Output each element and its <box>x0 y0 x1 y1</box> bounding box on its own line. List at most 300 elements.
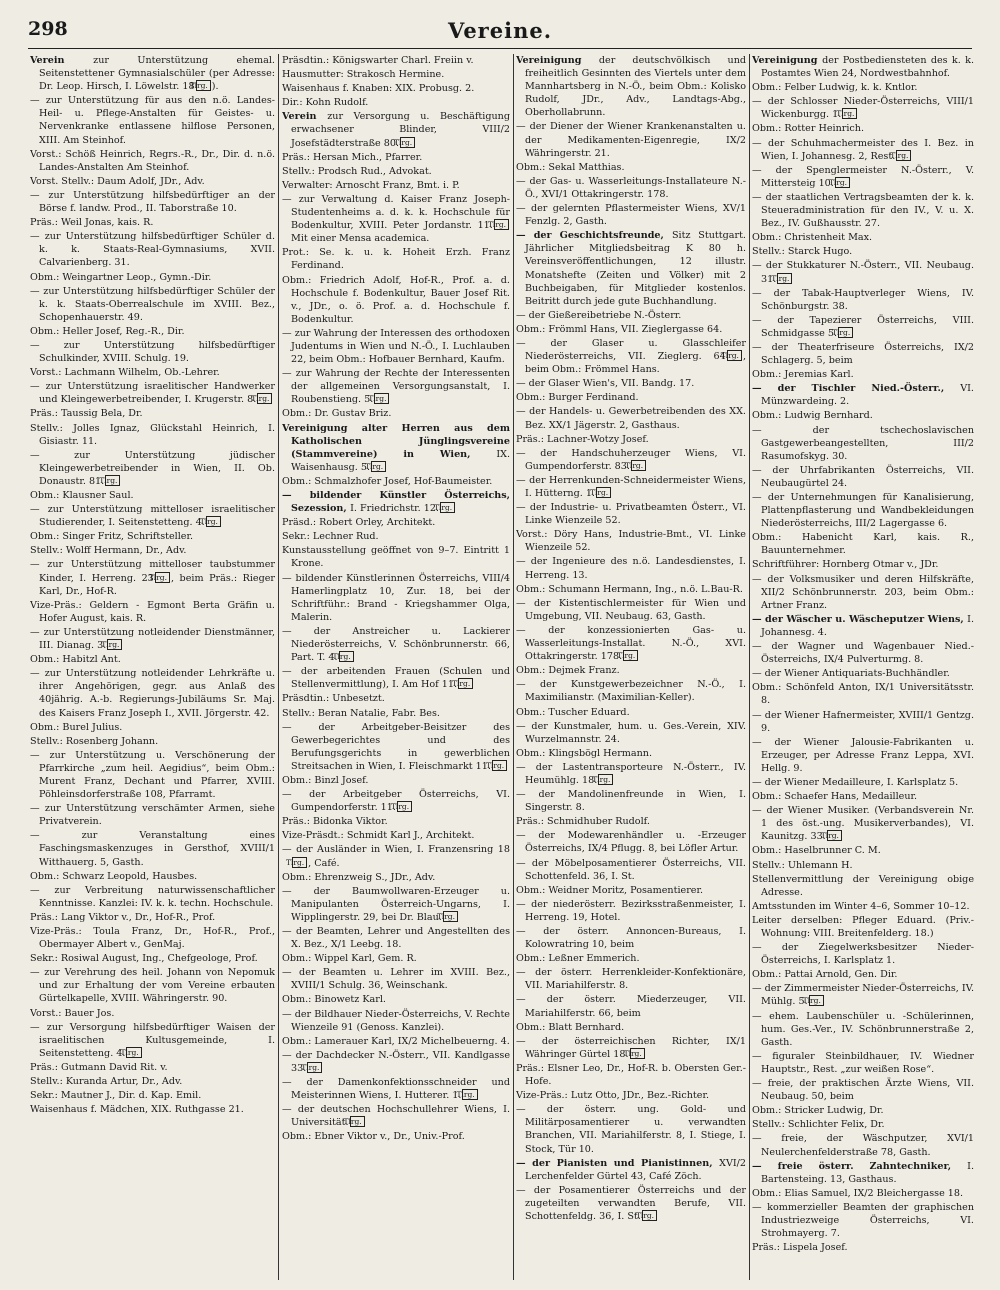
entry-text: — zur Unterstützung hilfsbedürftiger Schulkinder, XVIII. Schulg. 19. <box>30 339 275 365</box>
entry-heading: — der Wäscher u. Wäscheputzer Wiens, <box>752 613 968 625</box>
entry-text: Vorst.: Bauer Jos. <box>30 1007 115 1019</box>
directory-entry <box>516 884 746 897</box>
directory-entry <box>30 802 275 828</box>
entry-text: I. Johannesg. 4. <box>761 613 974 638</box>
entry-text: Obm.: Jeremias Karl. <box>752 369 854 381</box>
entry-text: Dir.: Kohn Rudolf. <box>282 97 369 109</box>
directory-entry <box>752 81 974 94</box>
directory-entry <box>516 229 746 308</box>
directory-entry <box>282 885 510 924</box>
entry-text: Verwalter: Arnoscht Franz, Bmt. i. P. <box>282 179 460 191</box>
directory-entry <box>282 516 510 529</box>
telephone-mark: Tlrg. <box>397 801 412 812</box>
telephone-mark: Tlrg. <box>350 1116 365 1127</box>
entry-text: — der Wagner und Wagenbauer Nied.-Österreichs, IX/4 Pulverturmg. 8. <box>752 641 974 666</box>
directory-entry <box>752 464 974 490</box>
directory-entry <box>30 829 275 868</box>
entry-text: — zur Unterstützung mittelloser taubstummer Kinder, I. Herreng. 23 <box>30 559 275 584</box>
entry-text: Präsdtin.: Königswarter Charl. Freiin v. <box>282 55 474 66</box>
entry-text: der Postbediensteten des k. k. Postamtes Wien 24, Nordwestbahnhof. <box>761 55 974 80</box>
telephone-mark: Tlrg. <box>727 350 742 361</box>
entry-text: Obm.: Weidner Moritz, Posamentierer. <box>516 884 704 896</box>
entry-text: — zur Unterstützung u. Verschönerung der Pfarrkirche „zum heil. Aegidius“, beim Obm.: Murent Franz, Dechant und Pfarrer, XVIII. Pöhleinsdorferstraße 108, Pfarramt. <box>30 749 275 801</box>
entry-text: I. Bartensteing. 13, Gasthaus. <box>761 1160 974 1185</box>
entry-text-cont: , Café. <box>308 857 340 869</box>
entry-text: Präs.: Elsner Leo, Dr., Hof-R. b. Obersten Ger.-Hofe. <box>516 1062 746 1088</box>
column-1 <box>30 54 275 1280</box>
entry-text: — der Schlosser Nieder-Österreichs, VIII/1 Wickenburgg. 1. <box>752 96 974 121</box>
directory-entry <box>30 285 275 324</box>
directory-entry <box>516 1157 746 1183</box>
directory-entry <box>752 1077 974 1103</box>
directory-entry <box>516 706 746 719</box>
entry-heading: Vereinigung <box>516 55 599 66</box>
entry-text: Stellv.: Rosenberg Johann. <box>30 735 159 747</box>
directory-entry <box>282 54 510 67</box>
entry-text: I. Friedrichstr. 12. <box>350 503 439 515</box>
entry-text: — der Herrenkunden-Schneidermeister Wiens, I. Hütterng. 1. <box>516 474 746 499</box>
entry-text: — figuraler Steinbildhauer, IV. Wiedner Hauptstr., Rest. „zur weißen Rose“. <box>752 1050 974 1075</box>
entry-text: — der gelernten Pflastermeister Wiens, XV/1 Fenzlg. 2, Gasth. <box>516 203 746 228</box>
entry-text: Obm.: Schmalzhofer Josef, Hof-Baumeister. <box>282 475 493 487</box>
entry-text: — der österr. Annoncen-Bureaus, I. Kolowratring 10, beim <box>516 926 746 951</box>
directory-entry <box>752 1241 974 1254</box>
entry-text: — zur Unterstützung für aus den n.ö. Landes-Heil- u. Pflege-Anstalten für Geistes- u. Nervenkranke entlassene hilflose Personen, XIII. Am Steinhof. <box>30 95 275 146</box>
entry-text: — zur Unterstützung hilfsbedürftiger Schüler d. k. k. Staats-Real-Gymnasiums, XVII. Calvarienberg. 31. <box>30 231 275 269</box>
telephone-mark: Tlrg. <box>842 108 857 119</box>
entry-text: — der Wiener Musiker. (Verbandsverein Nr. 1 des öst.-ung. Musikerverbandes), VI. Kaunitzg. 33. <box>752 805 974 843</box>
entry-text: — der arbeitenden Frauen (Schulen und Stellenvermittlung), I. Am Hof 11. <box>282 666 510 691</box>
entry-text: — der Stukkaturer N.-Österr., VII. Neubaug. 31. <box>752 260 974 285</box>
directory-entry <box>752 613 974 639</box>
directory-entry <box>516 966 746 992</box>
entry-text: Waisenhaus f. Knaben: XIX. Probusg. 2. <box>282 83 475 95</box>
entry-text: Vize-Präs.: Toula Franz, Dr., Hof-R., Prof., Obermayer Albert v., GenMaj. <box>30 926 275 951</box>
entry-text: — zur Verehrung des heil. Johann von Nepomuk und zur Erhaltung der vom Vereine erbauten Gürtelkapelle, XVIII. Währingerstr. 90. <box>30 967 275 1005</box>
directory-entry <box>516 993 746 1019</box>
directory-entry <box>752 287 974 313</box>
directory-entry <box>516 120 746 159</box>
directory-entry <box>516 583 746 596</box>
directory-entry <box>752 573 974 612</box>
entry-text: VI. Münzwardeing. 2. <box>761 383 974 408</box>
entry-text: — der Uhrfabrikanten Österreichs, VII. Neubaugürtel 24. <box>752 464 974 489</box>
directory-entry <box>516 597 746 623</box>
directory-entry <box>516 1103 746 1155</box>
entry-text: IX. Waisenhausg. 5. <box>291 448 510 473</box>
entry-text: — der Tapezierer Österreichs, VIII. Schmidgasse 5. <box>752 314 974 339</box>
entry-text: — der Posamentierer Österreichs und der zugeteilten verwandten Berufe, VII. Schottenfeldg. 36, I. St. <box>516 1184 746 1222</box>
entry-text: — der Gas- u. Wasserleitungs-Installateure N.-Ö., XVI/1 Ottakringerstr. 178. <box>516 175 746 200</box>
telephone-mark: Tlrg. <box>827 830 842 841</box>
telephone-mark: Tlrg. <box>623 650 638 661</box>
directory-entry <box>752 558 974 571</box>
directory-entry <box>752 368 974 381</box>
directory-entry <box>30 175 275 188</box>
entry-text: — der Zimmermeister Nieder-Österreichs, IV. Mühlg. 5. <box>752 983 974 1008</box>
directory-entry <box>752 790 974 803</box>
entry-heading: — der Tischler Nied.-Österr., <box>752 383 961 395</box>
directory-entry <box>516 161 746 174</box>
entry-text: — der Kunstgewerbezeichner N.-Ö., I. Maximilianstr. (Maximilian-Keller). <box>516 679 746 704</box>
column-2 <box>282 54 510 1280</box>
telephone-mark: Tlrg. <box>458 678 473 689</box>
directory-entry <box>752 95 974 121</box>
directory-entry <box>30 1021 275 1060</box>
entry-text: Obm.: Schaefer Hans, Medailleur. <box>752 791 918 803</box>
entry-text: — der Schuhmachermeister des I. Bez. in Wien, I. Johannesg. 2, Rest. <box>752 137 974 162</box>
entry-text: Vorst.: Döry Hans, Industrie-Bmt., VI. Linke Wienzeile 52. <box>516 529 746 554</box>
directory-entry <box>516 323 746 336</box>
entry-text: — zur Verwaltung d. Kaiser Franz Joseph-Studentenheims a. d. k. k. Hochschule für Bodenkultur, XVIII. Peter Jordanstr. 11. <box>282 193 510 232</box>
directory-entry <box>752 531 974 557</box>
entry-text: — zur Unterstützung notleidender Dienstmänner, III. Dianag. 3. <box>30 626 275 652</box>
entry-text: Präs.: Taussig Bela, Dr. <box>30 408 143 420</box>
directory-entry <box>30 721 275 734</box>
telephone-mark: Tlrg. <box>257 393 272 404</box>
telephone-mark: Tlrg. <box>339 651 354 662</box>
directory-entry <box>752 1201 974 1240</box>
entry-text: Prot.: Se. k. u. k. Hoheit Erzh. Franz Ferdinand. <box>282 247 510 272</box>
directory-entry <box>282 68 510 81</box>
directory-entry <box>282 274 510 326</box>
entry-text: Schriftführer: Hornberg Otmar v., JDr. <box>752 559 939 571</box>
entry-text: — der Wiener Hafnermeister, XVIII/1 Gentzg. 9. <box>752 709 974 734</box>
directory-entry <box>30 1103 275 1116</box>
directory-entry <box>516 377 746 390</box>
entry-text: Stellv.: Beran Natalie, Fabr. Bes. <box>282 707 440 719</box>
entry-text: Präs.: Lispela Josef. <box>752 1242 848 1254</box>
directory-entry <box>516 202 746 228</box>
entry-text-cont: , beim Präs.: Rieger Karl, Dr., Hof-R. <box>39 572 275 597</box>
entry-text: Obm.: Lamerauer Karl, IX/2 Michelbeuerng. 4. <box>282 1035 510 1047</box>
entry-text: — zur Unterstützung mittelloser israelitischer Studierender, I. Seitenstetteng. 4. <box>30 504 275 529</box>
entry-text: Vize-Präsdt.: Schmidt Karl J., Architekt. <box>282 830 475 842</box>
directory-entry <box>30 503 275 529</box>
directory-entry <box>30 626 275 652</box>
entry-text: — zur Unterstützung notleidender Lehrkräfte u. ihrer Angehörigen, gegr. aus Anlaß des 40jährig. A.-b. Regierungs-Jubiläums Sr. Maj. des Kaisers Franz Joseph I., XVII. Jörgerstr. 42. <box>30 668 275 719</box>
entry-text: Obm.: Schwarz Leopold, Hausbes. <box>30 870 198 882</box>
directory-entry <box>752 1160 974 1186</box>
entry-text: Präs.: Schmidhuber Rudolf. <box>516 816 650 828</box>
directory-entry <box>752 382 974 408</box>
entry-text: Vorst.: Schöß Heinrich, Regrs.-R., Dr., Dir. d. n.ö. Landes-Anstalten Am Steinhof. <box>30 148 275 173</box>
directory-entry <box>282 422 510 474</box>
directory-entry <box>516 1184 746 1223</box>
directory-entry <box>752 873 974 899</box>
entry-text: — der Arbeitgeber-Beisitzer des Gewerbegerichtes und des Berufungsgerichts in gewerblichen Streitsachen in Wien, I. Fleischmarkt 11. <box>282 721 510 772</box>
entry-text: Präs.: Bidonka Viktor. <box>282 816 388 828</box>
entry-text: Obm.: Tuscher Eduard. <box>516 706 630 718</box>
telephone-mark: Tlrg. <box>105 475 120 486</box>
entry-text: Obm.: Rotter Heinrich. <box>752 123 865 135</box>
directory-entry <box>282 1035 510 1048</box>
directory-entry <box>516 405 746 431</box>
entry-text: — der Bildhauer Nieder-Österreichs, V. Rechte Wienzeile 91 (Genoss. Kanzlei). <box>282 1008 510 1033</box>
entry-text: XVI/2 Lerchenfelder Gürtel 43, Café Zöch. <box>525 1157 746 1182</box>
telephone-mark: Tlrg. <box>896 150 911 161</box>
directory-entry <box>516 391 746 404</box>
column-divider <box>749 54 750 1280</box>
entry-text: — der Glaser u. Glasschleifer Niederösterreichs, VII. Zieglerg. 64 <box>516 337 746 363</box>
directory-entry <box>282 179 510 192</box>
directory-entry <box>516 175 746 201</box>
directory-entry <box>282 1076 510 1102</box>
directory-entry <box>752 137 974 163</box>
telephone-mark: Tlrg. <box>371 461 386 472</box>
entry-text: — der Tabak-Hauptverleger Wiens, IV. Schönburgstr. 38. <box>752 287 974 312</box>
directory-entry <box>516 747 746 760</box>
entry-text: — zur Verbreitung naturwissenschaftlicher Kenntnisse. Kanzlei: IV. k. k. techn. Hochschule. <box>30 884 275 909</box>
directory-entry <box>516 898 746 924</box>
entry-text: Obm.: Ebner Viktor v., Dr., Univ.-Prof. <box>282 1131 465 1143</box>
directory-entry <box>30 189 275 215</box>
entry-text: — der Beamten, Lehrer und Angestellten des X. Bez., X/1 Leebg. 18. <box>282 926 510 951</box>
entry-text: — der staatlichen Vertragsbeamten der k. k. Steueradministration für den IV., V. u. X. Bez., IV. Gußhausstr. 27. <box>752 191 974 230</box>
telephone-mark: Tlrg. <box>443 911 458 922</box>
column-3 <box>516 54 746 1280</box>
directory-entry <box>282 544 510 570</box>
directory-entry <box>752 54 974 80</box>
entry-text: Obm.: Stricker Ludwig, Dr. <box>752 1105 884 1117</box>
directory-entry <box>282 993 510 1006</box>
entry-text: Obm.: Wippel Karl, Gem. R. <box>282 953 417 965</box>
entry-heading: — der Pianisten und Pianistinnen, <box>516 1157 720 1169</box>
directory-entry <box>752 245 974 258</box>
page-number: 298 <box>28 18 68 40</box>
entry-text: — der Wiener Antiquariats-Buchhändler. <box>752 668 950 680</box>
directory-entry <box>30 966 275 1005</box>
entry-text: Vize-Präs.: Geldern - Egmont Berta Gräfin u. Hofer August, kais. R. <box>30 599 275 624</box>
directory-entry <box>752 491 974 530</box>
entry-text: — der Spenglermeister N.-Österr., V. Mittersteig 10. <box>752 164 974 189</box>
entry-text: Obm.: Habitzl Ant. <box>30 654 121 666</box>
page-title: Vereine. <box>447 18 553 43</box>
telephone-mark: Tlrg. <box>462 1089 477 1100</box>
telephone-mark: Tlrg. <box>126 1047 141 1058</box>
directory-entry <box>516 447 746 473</box>
entry-text: Präsdtin.: Unbesetzt. <box>282 693 385 705</box>
directory-entry <box>752 259 974 285</box>
telephone-mark: Tlrg. <box>835 177 850 188</box>
entry-text: Obm.: Klausner Saul. <box>30 490 134 501</box>
directory-entry <box>752 900 974 913</box>
directory-entry <box>516 433 746 446</box>
directory-entry <box>30 870 275 883</box>
directory-entry <box>752 968 974 981</box>
directory-entry <box>30 449 275 488</box>
directory-entry <box>516 829 746 855</box>
entry-text: — zur Veranstaltung eines Faschingsmaskenzuges in Gersthof, XVIII/1 Witthauerg. 5, Gasth. <box>30 830 275 868</box>
directory-entry <box>516 720 746 746</box>
column-divider <box>513 54 514 1280</box>
entry-text: Obm.: Dejmek Franz. <box>516 665 620 677</box>
directory-entry <box>282 925 510 951</box>
directory-entry <box>30 749 275 801</box>
telephone-mark: Tlrg. <box>196 80 211 91</box>
telephone-mark: Tlrg. <box>777 273 792 284</box>
directory-entry <box>30 599 275 625</box>
entry-text: — der Arbeitgeber Österreichs, VI. Gumpendorferstr. 11. <box>282 789 510 814</box>
directory-entry <box>752 424 974 463</box>
directory-entry <box>516 1021 746 1034</box>
entry-text: der deutschvölkisch und freiheitlich Gesinnten des Viertels unter dem Mannhartsberg in N.-Ö., beim Obm.: Kolisko Rudolf, JDr., Adv., Landtags-Abg., Oberhollabrunn. <box>525 55 746 119</box>
entry-text: Präsd.: Robert Orley, Architekt. <box>282 517 436 529</box>
entry-text: Stellv.: Starck Hugo. <box>752 246 853 258</box>
entry-text: Obm.: Blatt Bernhard. <box>516 1021 625 1033</box>
directory-entry <box>282 82 510 95</box>
entry-text: — bildender Künstlerinnen Österreichs, VIII/4 Hamerlingplatz 10, Zur. 18, bei der Schriftführ.: Brand - Kriegshammer Olga, Malerin. <box>282 572 510 623</box>
directory-entry <box>30 884 275 910</box>
entry-text: — zur Unterstützung jüdischer Kleingewerbetreibender in Wien, II. Ob. Donaustr. 81. <box>30 449 275 487</box>
directory-entry <box>30 911 275 924</box>
directory-entry <box>282 871 510 884</box>
telephone-mark: Tlrg. <box>206 516 221 527</box>
directory-entry <box>30 271 275 284</box>
directory-entry <box>282 952 510 965</box>
directory-entry <box>30 952 275 965</box>
telephone-mark: Tlrg. <box>494 219 509 230</box>
entry-text: — der österreichischen Richter, IX/1 Währinger Gürtel 18. <box>516 1035 746 1060</box>
directory-entry <box>752 804 974 843</box>
directory-entry <box>752 314 974 340</box>
directory-entry <box>282 327 510 366</box>
entry-text: — der konzessionierten Gas- u. Wasserleitungs-Installat. N.-Ö., XVI. Ottakringerstr. 178. <box>516 624 746 663</box>
entry-text: — der Beamten u. Lehrer im XVIII. Bez., XVIII/1 Schulg. 36, Weinschank. <box>282 967 510 992</box>
directory-entry <box>30 94 275 146</box>
directory-entry <box>752 1050 974 1076</box>
entry-text: Stellv.: Prodsch Rud., Advokat. <box>282 165 432 177</box>
directory-entry <box>516 788 746 814</box>
entry-text: Waisenhaus f. Mädchen, XIX. Ruthgasse 21. <box>30 1104 244 1116</box>
entry-text: Stellv.: Jolles Ignaz, Glückstahl Heinrich, I. Gisiastr. 11. <box>30 422 275 447</box>
entry-heading: — der Geschichtsfreunde, <box>516 230 672 242</box>
entry-text: Obm.: Friedrich Adolf, Hof-R., Prof. a. d. Hochschule f. Bodenkultur, Bauer Josef Rit. v., JDr., o. ö. Prof. a. d. Hochschule f. Bodenkultur. <box>282 274 510 325</box>
directory-entry <box>752 681 974 707</box>
entry-text-cont: Mit einer Mensa academica. <box>291 233 430 245</box>
directory-entry <box>30 530 275 543</box>
directory-entry <box>516 815 746 828</box>
entry-text: — der Dachdecker N.-Österr., VII. Kandlgasse 33. <box>282 1049 510 1074</box>
directory-entry <box>516 54 746 119</box>
entry-heading: — bildender Künstler Österreichs, Sezession, <box>282 490 510 515</box>
directory-entry <box>516 1089 746 1102</box>
directory-entry <box>516 761 746 787</box>
entry-text: Leiter derselben: Pfleger Eduard. (Priv.-Wohnung: VIII. Breitenfelderg. 18.) <box>752 914 974 939</box>
column-4 <box>752 54 974 1280</box>
telephone-mark: Tlrg. <box>631 460 646 471</box>
directory-entry <box>30 230 275 269</box>
directory-entry <box>282 815 510 828</box>
directory-entry <box>30 735 275 748</box>
directory-entry <box>30 1089 275 1102</box>
entry-text: Hausmutter: Strakosch Hermine. <box>282 69 445 81</box>
directory-entry <box>30 54 275 93</box>
directory-entry <box>282 1130 510 1143</box>
directory-entry <box>282 774 510 787</box>
directory-entry <box>282 151 510 164</box>
entry-text: Präs.: Lachner-Wotzy Josef. <box>516 433 649 445</box>
directory-entry <box>752 736 974 775</box>
entry-text: Obm.: Haselbrunner C. M. <box>752 845 881 857</box>
entry-text: Obm.: Sekal Matthias. <box>516 161 625 173</box>
directory-entry <box>30 216 275 229</box>
directory-entry <box>282 788 510 814</box>
entry-text: — der Kistentischlermeister für Wien und Umgebung, VII. Neubaug. 63, Gasth. <box>516 597 746 622</box>
entry-text: zur Unterstützung ehemal. Seitenstettener Gymnasialschüler (per Adresse: Dr. Leop. Hirsch, I. Löwelstr. 18 <box>39 55 275 93</box>
entry-text: Obm.: Ludwig Bernhard. <box>752 410 873 422</box>
directory-entry <box>752 1132 974 1158</box>
entry-text: — der Ingenieure des n.ö. Landesdienstes, I. Herreng. 13. <box>516 556 746 581</box>
directory-entry <box>752 231 974 244</box>
telephone-mark: Tlrg. <box>155 572 170 583</box>
telephone-mark: Tlrg. <box>107 639 122 650</box>
directory-entry <box>30 407 275 420</box>
directory-entry <box>30 1061 275 1074</box>
telephone-mark: Tlrg. <box>292 857 307 868</box>
directory-entry <box>30 925 275 951</box>
entry-text: Obm.: Frömml Hans, VII. Zieglergasse 64. <box>516 323 723 335</box>
directory-entry <box>752 1118 974 1131</box>
entry-text: Vorst.: Lachmann Wilhelm, Ob.-Lehrer. <box>30 367 220 379</box>
directory-entry <box>282 721 510 773</box>
directory-entry <box>752 1104 974 1117</box>
entry-heading: Verein <box>30 55 94 66</box>
entry-text: — der Handels- u. Gewerbetreibenden des XX. Bez. XX/1 Jägerstr. 2, Gasthaus. <box>516 406 746 431</box>
directory-entry <box>516 1035 746 1061</box>
entry-text: Obm.: Burger Ferdinand. <box>516 392 639 404</box>
directory-entry <box>282 665 510 691</box>
entry-text: — der Volksmusiker und deren Hilfskräfte, XII/2 Schönbrunnerstr. 203, beim Obm.: Artner Franz. <box>752 573 974 611</box>
directory-entry <box>516 624 746 663</box>
entry-text: — der Modewarenhändler u. -Erzeuger Österreichs, IX/4 Pflugg. 8, bei Löfler Artur. <box>516 830 746 855</box>
entry-heading: Verein <box>282 111 328 123</box>
entry-text: Obm.: Schumann Hermann, Ing., n.ö. L.Bau-R. <box>516 583 743 595</box>
telephone-mark: Tlrg. <box>492 760 507 771</box>
directory-entry <box>282 1008 510 1034</box>
entry-text: — der Gießereibetriebe N.-Österr. <box>516 309 682 321</box>
directory-entry <box>30 422 275 448</box>
directory-entry <box>282 843 510 869</box>
directory-entry <box>282 193 510 245</box>
entry-text: — zur Unterstützung israelitischer Handwerker und Kleingewerbetreibender, I. Krugerstr. 8. <box>30 381 275 406</box>
directory-entry <box>752 164 974 190</box>
entry-text: Obm.: Heller Josef, Reg.-R., Dir. <box>30 325 185 337</box>
directory-entry <box>516 309 746 322</box>
entry-text: — kommerzieller Beamten der graphischen Industriezweige Österreichs, VI. Strohmayerg. 7. <box>752 1201 974 1240</box>
entry-text: Obm.: Leßner Emmerich. <box>516 953 640 965</box>
entry-text: Präs.: Weil Jonas, kais. R. <box>30 217 154 229</box>
entry-text: — der Kunstmaler, hum. u. Ges.-Verein, XIV. Wurzelmannstr. 24. <box>516 720 746 745</box>
entry-text: Obm.: Felber Ludwig, k. k. Kntlor. <box>752 82 918 94</box>
entry-text: Obm.: Singer Fritz, Schriftsteller. <box>30 531 194 543</box>
directory-entry <box>752 844 974 857</box>
directory-entry <box>282 367 510 406</box>
entry-text: Obm.: Klingsbögl Hermann. <box>516 747 653 759</box>
telephone-mark: Tlrg. <box>642 1210 657 1221</box>
directory-entry <box>282 407 510 420</box>
telephone-mark: Tlrg. <box>838 327 853 338</box>
entry-text: — der Handschuherzeuger Wiens, VI. Gumpendorferstr. 83. <box>516 447 746 472</box>
telephone-mark: Tlrg. <box>598 774 613 785</box>
directory-entry <box>30 325 275 338</box>
directory-entry <box>516 501 746 527</box>
directory-entry <box>516 952 746 965</box>
entry-text: Sekr.: Mautner J., Dir. d. Kap. Emil. <box>30 1090 202 1102</box>
entry-text: Kunstausstellung geöffnet von 9–7. Eintritt 1 Krone. <box>282 545 510 570</box>
entry-text: — der niederösterr. Bezirksstraßenmeister, I. Herreng. 19, Hotel. <box>516 898 746 923</box>
directory-entry <box>30 380 275 406</box>
